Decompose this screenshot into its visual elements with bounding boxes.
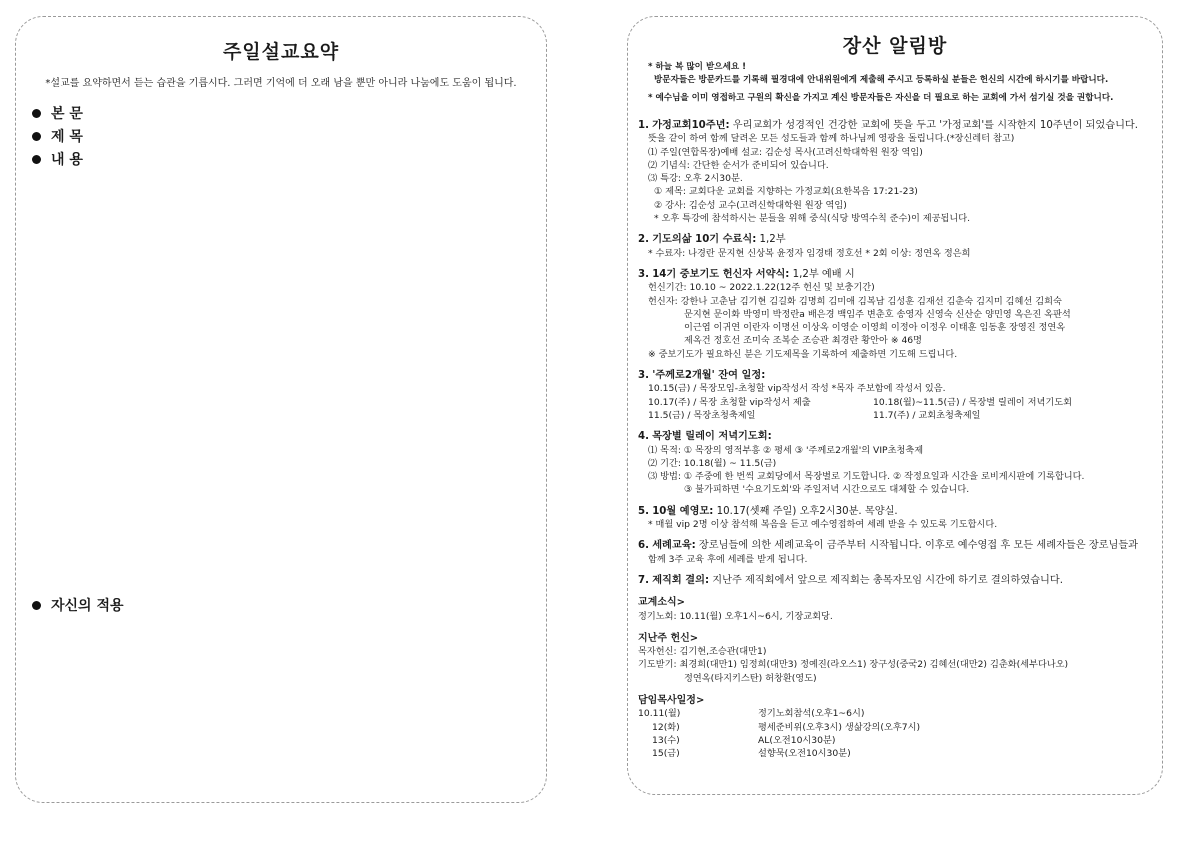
sermon-summary-panel [15, 16, 547, 803]
section-10th-anniversary: 1. 가정교회10주년: 우리교회가 성경적인 건강한 교회에 뜻을 두고 '가정교회'를 시작한지 10주년이 되었습니다. 뜻을 같이 하여 함께 달려온 모든 성도들과 함께 하나님께 영광을 돌립니다.(*장신레터 참고) ⑴ 주일(연합목장)예배 설교: 김순성 목사(고려신학대학원 원장 역임) ⑵ 기념식: 간단한 순서가 준비되어 있습니다. ⑶ 특강: 오후 2시30분. ① 제목: 교회다운 교회를 지향하는 가정교회(요한복음 17:21-23) ② 강사: 김순성 교수(고려신학대학원 원장 역임) * 오후 특강에 참석하시는 분들을 위해 중식(식당 방역수칙 준수)이 제공됩니다. [638, 120, 1139, 225]
announcements-title: 장산 알림방 [842, 35, 948, 57]
schedule-row: 15(금) 설향묵(오전10시30분) [652, 748, 851, 760]
notice-block: * 하늘 복 많이 받으세요 ! 방문자들은 방문카드를 기록해 필경대에 안내위원에게 제출해 주시고 등록하실 분들은 헌신의 시간에 하시기를 바랍니다. * 예수님을 이미 영접하고 구원의 확신을 가지고 계신 방문자들은 자신을 더 필요로 하는 교회에 가서 섬기실 것을 권합니다. [648, 62, 1114, 103]
bullet-dot-icon [32, 155, 41, 164]
section-relay-prayer: 4. 목장별 릴레이 저녁기도회: ⑴ 목적: ① 목장의 영적부흥 ② 평세 ③ '주께로2개월'의 VIP초청축제 ⑵ 기간: 10.18(월) ~ 11.5(금) ⑶ 방법: ① 주중에 한 번씩 교회당에서 목장별로 기도합니다. ② 작정요일과 시간을 로비게시판에 기록합니다. ③ 불가피하면 '수요기도회'와 주일저녁 시간으로도 대체할 수 있습니다. [638, 431, 1085, 496]
bullet-application: 자신의 적용 [32, 595, 124, 615]
sermon-summary-subtitle: *설교를 요약하면서 듣는 습관을 기릅시다. 그러면 기억에 더 오래 남을 뿐만 아니라 나눔에도 도움이 됩니다. [45, 78, 517, 89]
section-last-week-offering: 지난주 헌신> 목자헌신: 김기현,조승관(대만1) 기도받기: 최경희(대만1) 임정희(대만3) 정예진(라오스1) 장구성(중국2) 김혜선(대만2) 김춘화(세부다나오) 정연옥(타지키스탄) 허창환(영도) [638, 632, 1069, 684]
announcements-panel [627, 16, 1163, 795]
section-two-months-schedule: 3. '주께로2개월' 잔여 일정: 10.15(금) / 목장모임-초청할 vip작성서 작성 *목자 주보함에 작성서 있음. 10.17(주) / 목장 초청할 vip작성서 제출 10.18(월)~11.5(금) / 목장별 릴레이 저녁기도회 11.5(금) / 목장초청축제일 11.7(주) / 교회초청축제일 [638, 370, 1072, 421]
announcements-body [638, 61, 1152, 760]
section-prayer-graduation: 2. 기도의삶 10기 수료식: 1,2부 * 수료자: 나경란 문지현 신상복 윤정자 임경태 정호선 * 2회 이상: 정연옥 정은희 [638, 234, 971, 259]
section-officer-resolution: 7. 제직회 결의: 지난주 제직회에서 앞으로 제직회는 총목자모임 시간에 하기로 결의하였습니다. [638, 574, 1063, 586]
bullet-content: 내 용 [32, 149, 83, 169]
section-interchurch-news: 교계소식> 정기노회: 10.11(월) 오후1시~6시, 기장교회당. [638, 597, 833, 622]
section-pastor-schedule: 담임목사일정> 10.11(월) 정기노회참석(오후1~6시) 12(화) 평세준비위(오후3시) 생삶강의(오후7시) 13(수) AL(오전10시30분) 15(금) 설향묵(오전10시30분) [638, 694, 1152, 760]
bullet-scripture: 본 문 [32, 103, 83, 123]
schedule-row: 10.11(월) 정기노회참석(오후1~6시) [638, 708, 865, 720]
bullet-dot-icon [32, 109, 41, 118]
bullet-dot-icon [32, 601, 41, 610]
section-october-meeting: 5. 10월 예영모: 10.17(셋째 주일) 오후2시30분. 목양실. * 매월 vip 2명 이상 참석해 복음을 듣고 예수영접하여 세례 받을 수 있도록 기도합시다. [638, 505, 998, 531]
schedule-row: 12(화) 평세준비위(오후3시) 생삶강의(오후7시) [652, 721, 921, 733]
bullet-dot-icon [32, 132, 41, 141]
bullet-title: 제 목 [32, 126, 83, 146]
schedule-row: 13(수) AL(오전10시30분) [652, 734, 836, 746]
section-baptism-education: 6. 세례교육: 장로님들에 의한 세례교육이 금주부터 시작됩니다. 이후로 예수영접 후 모든 세례자들은 장로님들과 함께 3주 교육 후에 세례를 받게 됩니다. [638, 540, 1139, 565]
section-intercessory-pledge: 3. 14기 중보기도 헌신자 서약식: 1,2부 예배 시 헌신기간: 10.10 ~ 2022.1.22(12주 헌신 및 보충기간) 헌신자: 강한나 고춘남 김기현 김길화 김명희 김미애 김복남 김성훈 김재선 김춘숙 김지미 김혜선 김희숙 문지현 문이화 박영미 박정란a 배은경 백임주 변춘호 송영자 신영숙 신산순 양민영 옥은진 옥판석 이근엽 이귀연 이란자 이명선 이상옥 이영순 이영희 이정아 이정우 이태훈 임동훈 장영진 정연옥 제옥건 정호선 조미숙 조복순 조승관 최경란 황안아 ※ 46명 ※ 중보기도가 필요하신 분은 기도제목을 기록하여 제출하면 기도해 드립니다. [638, 268, 1071, 360]
sermon-summary-title: 주일설교요약 [222, 41, 340, 63]
